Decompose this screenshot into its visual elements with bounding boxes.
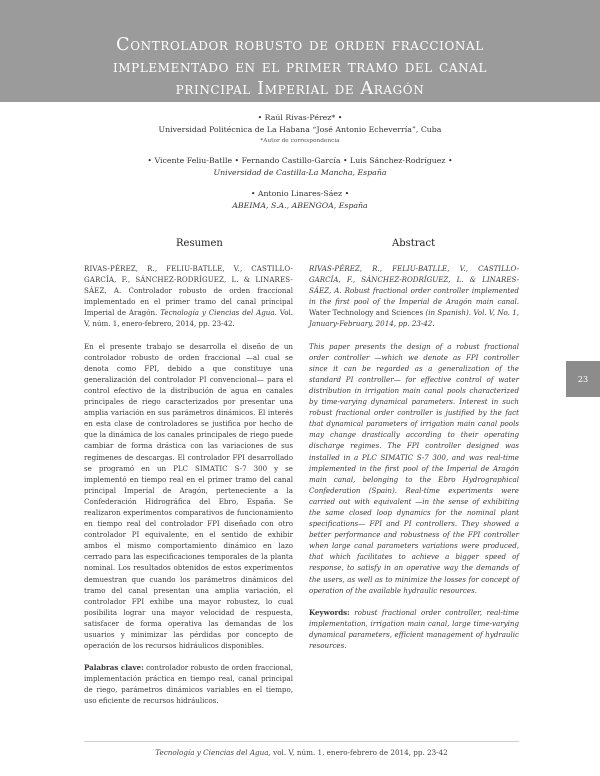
resumen-keywords-text: controlador robusto de orden fraccional, implementación práctica en tiempo real, canal principal de riego, parámetros dinámicos variables en el tiempo, uso eficiente de recursos hidráulicos. — [84, 663, 294, 706]
abstract-keywords — [309, 607, 519, 651]
author-1-name: • Raúl Rivas-Pérez* • — [257, 113, 343, 122]
footer — [84, 748, 519, 757]
abstract-keywords-label: Keywords: — [309, 607, 350, 617]
footer-journal: Tecnología y Ciencias del Agua, — [155, 748, 271, 757]
correspondence-note: *Autor de correspondencia — [260, 138, 340, 144]
resumen-citation-title: Controlador robusto de orden fraccional implementado en el primer tramo del canal principal Imperial de Aragón. — [84, 286, 293, 318]
footer-details: vol. V, núm. 1, enero-febrero de 2014, pp. 23-42 — [273, 748, 448, 757]
abstract-citation-authors: RIVAS-PÉREZ, R., FELIU-BATLLE, V., CASTILLO-GARCÍA, F., SÁNCHEZ-RODRÍGUEZ, L. & LINARES-SÁEZ, A. — [309, 264, 519, 296]
page-number: 23 — [577, 374, 589, 384]
abstract-keywords-text: robust fractional order controller, real-time implementation, irrigation main canal, large time-varying dynamical parameters, efficient management of hydraulic resources. — [309, 607, 519, 650]
resumen-keywords-label: Palabras clave: — [84, 663, 144, 673]
resumen-citation-details: Vol. V, núm. 1, enero-febrero, 2014, pp. 23-42. — [84, 308, 293, 329]
resumen-body: En el presente trabajo se desarrolla el diseño de un controlador robusto de orden fraccional —al cual se denota como FPI, debido a que constituye una generalización del controlador PI convencional— para el control efectivo de la distribución de agua en canales principales de riego caracterizados por presentar una amplia variación en sus parámetros dinámicos. El interés en esta clase de controladores se justifica por hecho de que la dinámica de los canales principales de riego puede cambiar de forma drástica con las variaciones de sus regímenes de descargas. El controlador FPI desarrollado se programó en un PLC SIMATIC S-7 300 y se implementó en tiempo real en el primer tramo del canal principal Imperial de Aragón, perteneciente a la Confederación Hidrográfica del Ebro, España. Se realizaron experimentos comparativos de funcionamiento en tiempo real del controlador FPI diseñado con otro controlador PI equivalente, en el sentido de exhibir ambos el mismo comportamiento dinámico en lazo cerrado para las especificaciones temporales de la planta nominal. Los resultados obtenidos de estos experimentos demuestran que cuando los parámetros dinámicos del tramo del canal presentan una amplia variación, el controlador FPI exhibe una mayor robustez, lo cual posibilita lograr una mayor velocidad de respuesta, satisfacer de forma operativa las demandas de los usuarios y minimizar las pérdidas por concepto de operación de los recursos hidráulicos disponibles. — [84, 341, 293, 651]
author-2-names: • Vicente Feliu-Batlle • Fernando Castillo-García • Luis Sánchez-Rodríguez • — [147, 156, 453, 165]
title-line-1: Controlador robusto de orden fraccional — [116, 35, 484, 55]
abstract-citation-details: (in Spanish). Vol. V, No. 1, January-February, 2014, pp. 23-42. — [309, 308, 519, 329]
page-number-tab — [566, 361, 600, 397]
resumen-column — [84, 263, 293, 718]
abstract-body: This paper presents the design of a robust fractional order controller —which we denote as FPI controller since it can be regarded as a generalization of the standard PI controller— for effective control of water distribution in irrigation main canal pools characterized by time-varying dynamical parameters. Interest in such robust fractional order controller is justified by the fact that dynamical parameters of irrigation main canal pools may change drastically according to their operating discharge regimes. The FPI controller designed was installed in a PLC SIMATIC S-7 300, and was real-time implemented in the first pool of the Imperial de Aragón main canal, belonging to the Ebro Hydrographical Confederation (Spain). Real-time experiments were carried out with equivalent —in the sense of exhibiting the same closed loop dynamics for the nominal plant specifications— FPI and PI controllers. They showed a better performance and robustness of the FPI controller when large canal parameters variations were produced, that which facilitates to achieve a bigger speed of response, to satisfy in an operative way the demands of the users, as well as to minimize the losses for concept of operation of the available hydraulic resources. — [309, 341, 519, 595]
abstract-citation-journal: Water Technology and Sciences — [309, 308, 424, 318]
title-line-2: implementado en el primer tramo del canal — [112, 57, 488, 77]
author-3-name: • Antonio Linares-Sáez • — [250, 189, 350, 198]
author-1-affiliation: Universidad Politécnica de La Habana “José Antonio Echeverría”, Cuba — [158, 125, 442, 134]
resumen-citation-authors: RIVAS-PÉREZ, R., FELIU-BATLLE, V., CASTILLO-GARCÍA, F., SÁNCHEZ-RODRÍGUEZ, L. & LINARES-SÁEZ, A. — [84, 264, 293, 296]
author-block — [80, 112, 520, 212]
resumen-heading: Resumen — [176, 238, 223, 249]
abstract-citation — [309, 263, 519, 330]
footer-divider — [84, 741, 519, 742]
author-3-affiliation: ABEIMA, S.A., ABENGOA, España — [232, 201, 368, 210]
author-2-affiliation: Universidad de Castilla-La Mancha, España — [213, 168, 387, 177]
resumen-citation — [84, 263, 293, 330]
abstract-column — [309, 263, 519, 662]
abstract-citation-title: Robust fractional order controller implemented in the first pool of the Imperial de Aragón main canal. — [309, 286, 519, 307]
resumen-citation-journal: Tecnología y Ciencias del Agua. — [160, 308, 277, 318]
article-title — [20, 34, 580, 100]
title-line-3: principal Imperial de Aragón — [175, 79, 425, 99]
resumen-keywords — [84, 662, 293, 706]
abstract-heading: Abstract — [392, 238, 436, 249]
